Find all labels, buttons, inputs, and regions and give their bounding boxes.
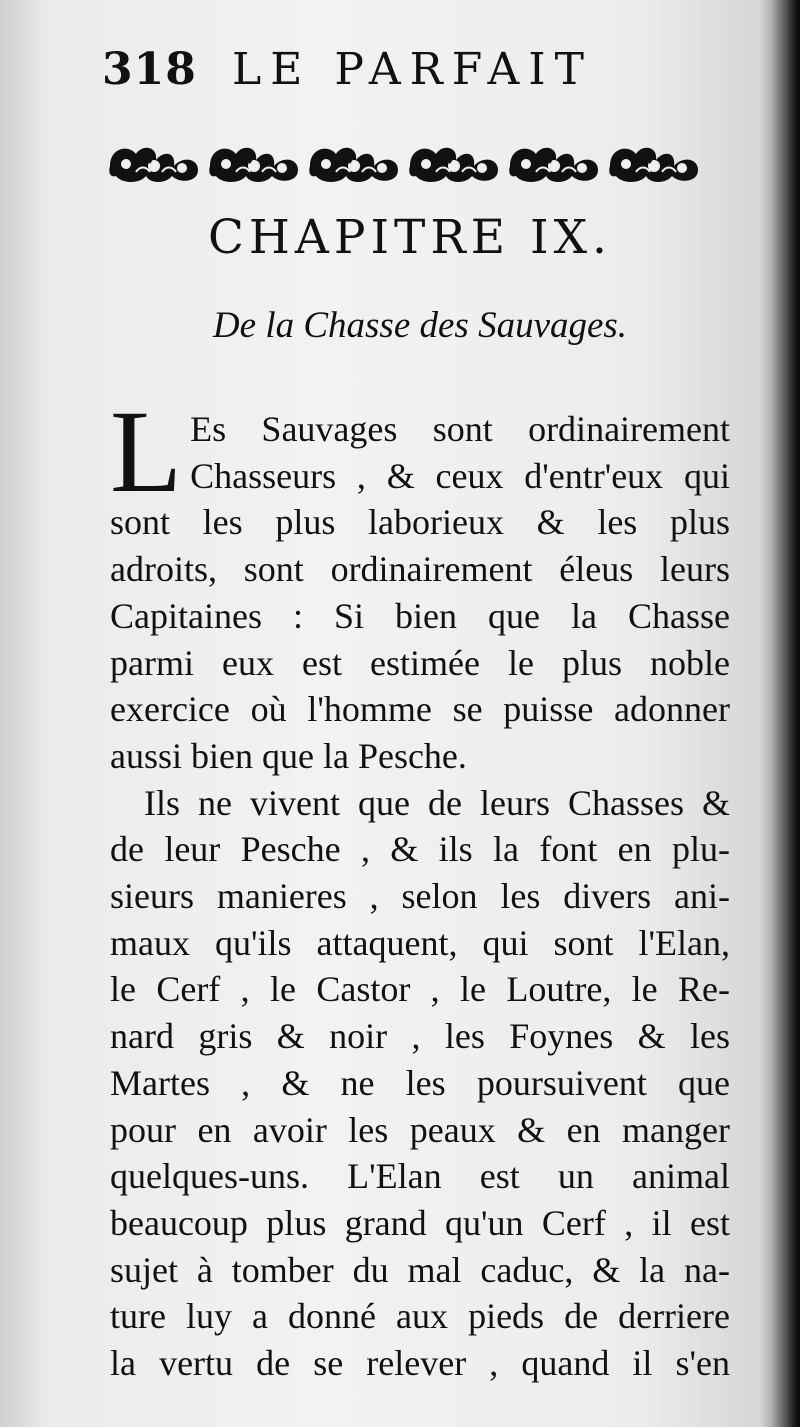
chapter-subtitle: De la Chasse des Sauvages. — [212, 305, 628, 346]
text-line: quelques-uns. L'Elan est un animal — [110, 1156, 730, 1197]
text-line: sujet à tomber du mal caduc, & la na- — [110, 1249, 730, 1290]
text-line: Ils ne vivent que de leurs Chasses & — [144, 782, 730, 823]
running-title: LE PARFAIT — [232, 44, 594, 95]
drop-cap: L — [110, 386, 183, 517]
text-line: la vertu de se relever , quand il s'en — [110, 1343, 730, 1384]
text-line: Es Sauvages sont ordinairement — [190, 409, 730, 449]
running-head — [102, 38, 622, 98]
text-line: le Cerf , le Castor , le Loutre, le Re- — [110, 969, 730, 1010]
text-line: Capitaines : Si bien que la Chasse — [110, 595, 730, 636]
text-line: sont les plus laborieux & les plus — [110, 502, 730, 543]
paragraph-2 — [110, 780, 730, 1387]
text-line: maux qu'ils attaquent, qui sont l'Elan, — [110, 922, 730, 963]
text-line: sieurs manieres , selon les divers ani- — [110, 876, 730, 917]
text-line: Martes , & ne les poursuivent que — [110, 1062, 730, 1103]
chapter-title: CHAPITRE IX. — [207, 210, 613, 265]
text-line: adroits, sont ordinairement éleus leurs — [110, 549, 730, 590]
text-line: exercice où l'homme se puisse adonner — [110, 689, 730, 730]
page-number: 318 — [102, 44, 197, 95]
text-line: pour en avoir les peaux & en manger — [110, 1109, 730, 1150]
text-line: aussi bien que la Pesche. — [110, 735, 467, 776]
text-line: parmi eux est estimée le plus noble — [110, 642, 730, 683]
text-line: Chasseurs , & ceux d'entr'eux qui — [190, 455, 730, 496]
decorative-ornament-band — [106, 136, 714, 188]
text-line: de leur Pesche , & ils la font en plu- — [110, 829, 730, 870]
paragraph-1 — [110, 386, 730, 780]
body-text — [110, 386, 730, 1387]
text-line: nard gris & noir , les Foynes & les — [110, 1016, 730, 1057]
text-line: beaucoup plus grand qu'un Cerf , il est — [110, 1202, 730, 1243]
text-line: ture luy a donné aux pieds de derriere — [110, 1296, 730, 1337]
